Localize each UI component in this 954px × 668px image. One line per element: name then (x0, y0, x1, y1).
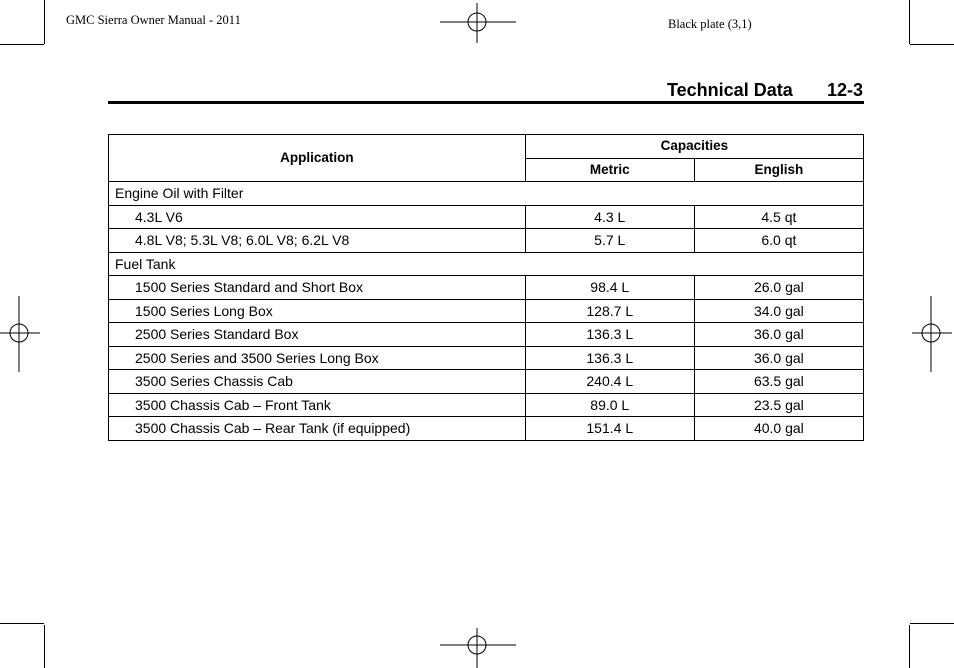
application-cell: 3500 Chassis Cab – Rear Tank (if equipped) (109, 417, 526, 441)
group-row (109, 182, 864, 206)
metric-cell: 151.4 L (525, 417, 694, 441)
english-cell: 36.0 gal (694, 346, 863, 370)
application-cell: 2500 Series and 3500 Series Long Box (109, 346, 526, 370)
plate-label: Black plate (3,1) (668, 17, 752, 31)
manual-title: GMC Sierra Owner Manual - 2011 (66, 13, 241, 27)
metric-cell: 136.3 L (525, 323, 694, 347)
metric-cell: 136.3 L (525, 346, 694, 370)
column-header-application: Application (109, 135, 526, 182)
table-row (109, 276, 864, 300)
english-cell: 23.5 gal (694, 393, 863, 417)
metric-cell: 240.4 L (525, 370, 694, 394)
column-header-english: English (694, 158, 863, 182)
table-row (109, 346, 864, 370)
application-cell: 3500 Chassis Cab – Front Tank (109, 393, 526, 417)
table-row (109, 205, 864, 229)
metric-cell: 4.3 L (525, 205, 694, 229)
group-label: Fuel Tank (109, 252, 864, 276)
application-cell: 3500 Series Chassis Cab (109, 370, 526, 394)
application-cell: 4.3L V6 (109, 205, 526, 229)
registration-mark-bottom-icon (440, 628, 516, 668)
application-cell: 1500 Series Standard and Short Box (109, 276, 526, 300)
capacities-table (108, 134, 864, 441)
english-cell: 6.0 qt (694, 229, 863, 253)
metric-cell: 98.4 L (525, 276, 694, 300)
section-title: Technical Data (667, 80, 793, 100)
application-cell: 1500 Series Long Box (109, 299, 526, 323)
english-cell: 40.0 gal (694, 417, 863, 441)
table-row (109, 417, 864, 441)
registration-mark-top-icon (440, 3, 516, 43)
table-row (109, 370, 864, 394)
registration-mark-right-icon (912, 296, 952, 372)
page-number: 12-3 (827, 80, 864, 100)
english-cell: 63.5 gal (694, 370, 863, 394)
registration-mark-left-icon (0, 296, 40, 372)
english-cell: 4.5 qt (694, 205, 863, 229)
metric-cell: 89.0 L (525, 393, 694, 417)
group-row (109, 252, 864, 276)
header-rule (108, 101, 864, 104)
table-row (109, 393, 864, 417)
english-cell: 34.0 gal (694, 299, 863, 323)
table-row (109, 323, 864, 347)
table-row (109, 229, 864, 253)
metric-cell: 128.7 L (525, 299, 694, 323)
application-cell: 4.8L V8; 5.3L V8; 6.0L V8; 6.2L V8 (109, 229, 526, 253)
table-row (109, 299, 864, 323)
group-label: Engine Oil with Filter (109, 182, 864, 206)
english-cell: 36.0 gal (694, 323, 863, 347)
column-header-metric: Metric (525, 158, 694, 182)
english-cell: 26.0 gal (694, 276, 863, 300)
column-header-capacities: Capacities (525, 135, 863, 159)
application-cell: 2500 Series Standard Box (109, 323, 526, 347)
metric-cell: 5.7 L (525, 229, 694, 253)
